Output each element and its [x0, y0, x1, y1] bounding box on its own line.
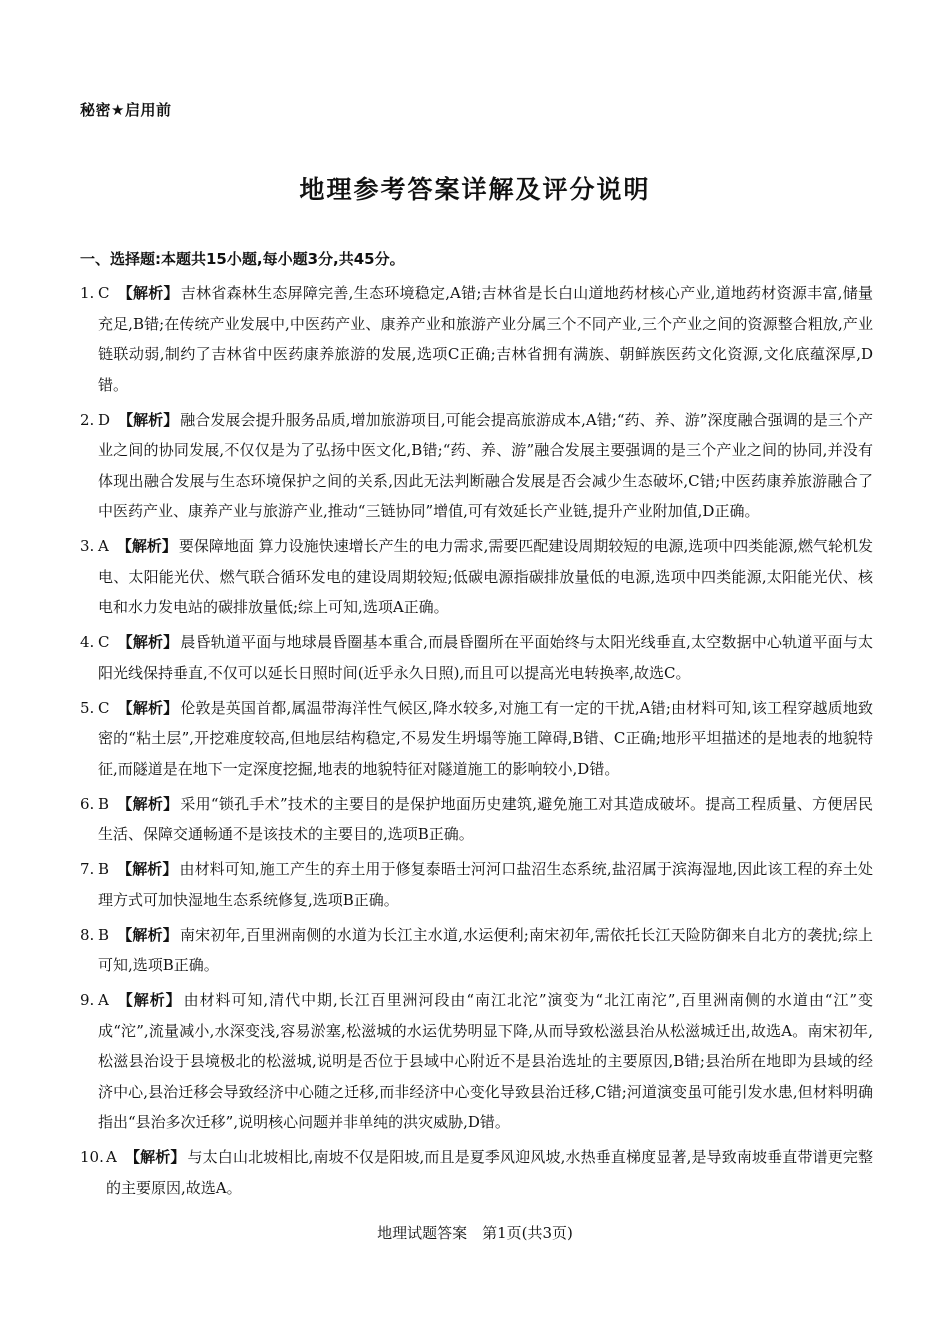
answer-item — [80, 1142, 873, 1203]
answer-item — [80, 405, 873, 527]
answer-item — [80, 985, 873, 1138]
answer-choice: C — [98, 698, 110, 717]
analysis-tag: 【解析】 — [117, 633, 179, 651]
answer-choice: B — [98, 794, 110, 813]
question-number: 10. — [80, 1148, 104, 1166]
confidential-label: 秘密★启用前 — [80, 101, 172, 119]
answer-choice: A — [98, 537, 109, 555]
answer-choice: A — [98, 991, 109, 1009]
answer-item — [80, 920, 873, 981]
page-footer: 地理试题答案 第1页(共3页) — [377, 1224, 573, 1242]
answer-item — [80, 627, 873, 688]
answer-choice: C — [98, 284, 110, 302]
answer-choice: D — [98, 410, 111, 429]
analysis-tag: 【解析】 — [117, 860, 178, 878]
page-title: 地理参考答案详解及评分说明 — [299, 175, 651, 204]
analysis-tag: 【解析】 — [117, 794, 179, 813]
answer-item — [80, 854, 873, 915]
answer-choice: C — [98, 633, 110, 651]
analysis-text: 要保障地面 算力设施快速增长产生的电力需求,需要匹配建设周期较短的电源,选项中四类能源,燃气轮机发电、太阳能光伏、燃气联合循环发电的建设周期较短;低碳电源指碳排放量低的电源,选项中四类能源,太阳能光伏、核电和水力发电站的碳排放量低;综上可知,选项A正确。 — [98, 537, 873, 616]
question-number: 4. — [80, 633, 95, 651]
question-number: 5. — [80, 698, 95, 717]
analysis-text: 与太白山北坡相比,南坡不仅是阳坡,而且是夏季风迎风坡,水热垂直梯度显著,是导致南坡垂直带谱更完整的主要原因,故选A。 — [106, 1148, 873, 1197]
analysis-tag: 【解析】 — [116, 537, 177, 555]
answer-choice: A — [106, 1148, 117, 1166]
question-number: 8. — [80, 925, 95, 944]
analysis-text: 吉林省森林生态屏障完善,生态环境稳定,A错;吉林省是长白山道地药材核心产业,道地药材资源丰富,储量充足,B错;在传统产业发展中,中医药产业、康养产业和旅游产业分属三个不同产业,三个产业之间的资源整合粗放,产业链联动弱,制约了吉林省中医药康养旅游的发展,选项C正确;吉林省拥有满族、朝鲜族医药文化资源,文化底蕴深厚,D错。 — [98, 284, 873, 394]
analysis-text: 采用“锁孔手术”技术的主要目的是保护地面历史建筑,避免施工对其造成破坏。提高工程质量、方便居民生活、保障交通畅通不是该技术的主要目的,选项B正确。 — [98, 794, 873, 843]
answer-item — [80, 693, 873, 785]
question-number: 3. — [80, 537, 95, 555]
answer-list — [80, 278, 873, 1208]
question-number: 1. — [80, 284, 95, 302]
question-number: 6. — [80, 794, 95, 813]
section-heading: 一、选择题:本题共15小题,每小题3分,共45分。 — [80, 250, 405, 268]
analysis-tag: 【解析】 — [124, 1148, 186, 1166]
answer-choice: B — [98, 925, 110, 944]
answer-item — [80, 278, 873, 400]
analysis-tag: 【解析】 — [118, 410, 179, 429]
analysis-text: 由材料可知,施工产生的弃土用于修复泰晤士河河口盐沼生态系统,盐沼属于滨海湿地,因此该工程的弃土处理方式可加快湿地生态系统修复,选项B正确。 — [98, 860, 873, 909]
analysis-tag: 【解析】 — [117, 698, 179, 717]
analysis-text: 融合发展会提升服务品质,增加旅游项目,可能会提高旅游成本,A错;“药、养、游”深度融合强调的是三个产业之间的协同发展,不仅仅是为了弘扬中医文化,B错;“药、养、游”融合发展主要强调的是三个产业之间的协同,并没有体现出融合发展与生态环境保护之间的关系,因此无法判断融合发展是否会减少生态破坏,C错;中医药康养旅游融合了中医药产业、康养产业与旅游产业,推动“三链协同”增值,可有效延长产业链,提升产业附加值,D正确。 — [98, 410, 873, 520]
analysis-text: 伦敦是英国首都,属温带海洋性气候区,降水较多,对施工有一定的干扰,A错;由材料可知,该工程穿越质地致密的“粘土层”,开挖难度较高,但地层结构稳定,不易发生坍塌等施工障碍,B错、C正确;地形平坦描述的是地表的地貌特征,而隧道是在地下一定深度挖掘,地表的地貌特征对隧道施工的影响较小,D错。 — [98, 698, 873, 778]
question-number: 2. — [80, 410, 95, 429]
analysis-text: 晨昏轨道平面与地球晨昏圈基本重合,而晨昏圈所在平面始终与太阳光线垂直,太空数据中心轨道平面与太阳光线保持垂直,不仅可以延长日照时间(近乎永久日照),而且可以提高光电转换率,故选C。 — [98, 633, 873, 682]
analysis-tag: 【解析】 — [117, 284, 179, 302]
analysis-text: 南宋初年,百里洲南侧的水道为长江主水道,水运便利;南宋初年,需依托长江天险防御来自北方的袭扰;综上可知,选项B正确。 — [98, 925, 873, 974]
answer-item — [80, 531, 873, 623]
analysis-tag: 【解析】 — [117, 925, 178, 944]
analysis-text: 由材料可知,清代中期,长江百里洲河段由“南江北沱”演变为“北江南沱”,百里洲南侧的水道由“江”变成“沱”,流量减小,水深变浅,容易淤塞,松滋城的水运优势明显下降,从而导致松滋县治从松滋城迁出,故选A。南宋初年,松滋县治设于县境极北的松滋城,说明是否位于县域中心附近不是县治选址的主要原因,B错;县治所在地即为县域的经济中心,县治迁移会导致经济中心随之迁移,而非经济中心变化导致县治迁移,C错;河道演变虽可能引发水患,但材料明确指出“县治多次迁移”,说明核心问题并非单纯的洪灾威胁,D错。 — [98, 991, 873, 1131]
question-number: 7. — [80, 860, 95, 878]
question-number: 9. — [80, 991, 95, 1009]
answer-item — [80, 789, 873, 850]
analysis-tag: 【解析】 — [116, 991, 182, 1009]
answer-choice: B — [98, 860, 110, 878]
